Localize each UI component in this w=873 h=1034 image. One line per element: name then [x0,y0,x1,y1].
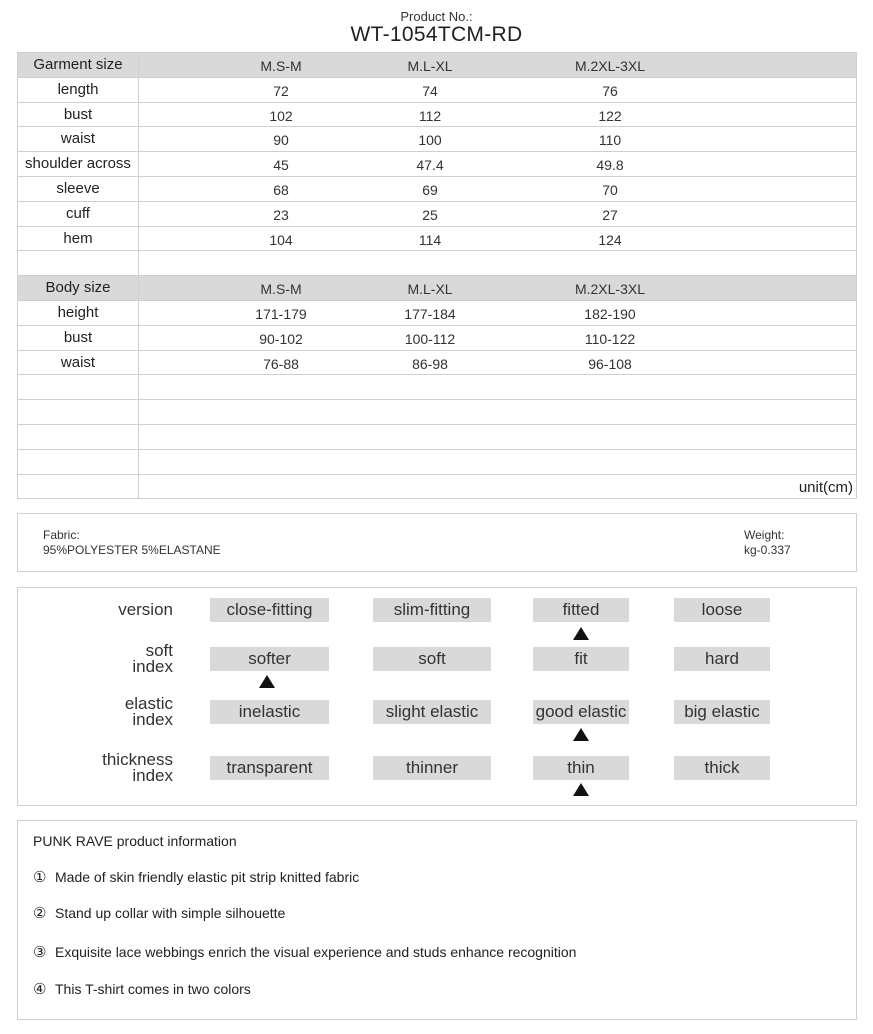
index-label-version [118,602,173,618]
index-option: thick [674,756,770,780]
row-label: hem [18,227,139,251]
row-label: waist [18,351,139,375]
column-header: M.2XL-3XL [574,58,646,74]
table-cell: 100 [418,132,442,149]
table-cell: 122 [598,107,622,124]
empty-row [18,425,856,450]
index-label-line: index [132,657,173,676]
empty-row [18,251,856,276]
item-number: ① [33,869,47,886]
info-item [33,904,285,922]
table-row [18,177,856,202]
table-row [18,103,856,128]
index-label-line: soft [145,641,173,660]
index-option: good elastic [533,700,629,724]
body-size-header-row [18,276,856,301]
table-cell: 114 [418,231,442,248]
index-label-line: version [118,600,173,619]
table-cell: 110 [598,132,622,149]
index-option: loose [674,598,770,622]
empty-row [18,400,856,425]
item-text: Stand up collar with simple silhouette [55,905,286,921]
table-cell: 27 [602,206,618,223]
table-cell: 69 [422,181,438,198]
table-row [18,78,856,103]
item-text: Made of skin friendly elastic pit strip knitted fabric [55,869,360,885]
item-number: ② [33,905,47,922]
table-row [18,127,856,152]
table-cell: 124 [598,231,622,248]
body-size-title: Body size [18,276,139,300]
table-cell: 23 [273,206,289,223]
index-option: inelastic [210,700,329,724]
table-cell: 110-122 [584,330,636,347]
table-cell: 68 [273,181,289,198]
index-box [17,587,857,806]
weight-value: kg-0.337 [744,543,791,557]
table-cell: 90-102 [259,330,303,347]
index-label-thickness [102,752,173,784]
selected-marker-icon [573,783,589,796]
table-cell: 171-179 [255,305,307,322]
unit-label: unit(cm) [798,478,853,496]
empty-label-cell [18,475,139,499]
index-label-line: index [132,710,173,729]
column-header: M.S-M [260,281,302,298]
item-number: ③ [33,944,47,961]
product-info-box [17,820,857,1020]
row-label: length [18,78,139,102]
table-cell: 104 [269,231,293,248]
index-option: big elastic [674,700,770,724]
table-cell: 70 [602,181,618,198]
index-option: transparent [210,756,329,780]
table-cell: 76-88 [263,355,299,372]
index-label-line: thickness [102,750,173,769]
row-label: bust [18,326,139,350]
row-label: height [18,301,139,325]
column-header: M.L-XL [407,58,453,74]
selected-marker-icon [573,728,589,741]
table-cell: 25 [422,206,438,223]
garment-size-title: Garment size [18,53,139,77]
table-cell: 100-112 [404,330,456,347]
item-text: Exquisite lace webbings enrich the visual experience and studs enhance recognition [55,944,577,960]
index-option: fit [533,647,629,671]
empty-label-cell [18,375,139,399]
table-row [18,202,856,227]
column-header: M.S-M [260,58,302,74]
product-number-label: Product No.: [400,9,473,24]
row-label: shoulder across [18,152,139,176]
table-cell: 72 [273,82,289,99]
table-cell: 182-190 [584,305,636,322]
table-cell: 102 [269,107,293,124]
row-label: sleeve [18,177,139,201]
index-label-line: index [132,766,173,785]
table-cell: 90 [273,132,289,149]
product-code: WT-1054TCM-RD [350,23,523,46]
index-option: close-fitting [210,598,329,622]
empty-label-cell [18,400,139,424]
size-table [17,52,857,499]
info-item [33,868,359,886]
table-cell: 86-98 [412,355,448,372]
table-cell: 47.4 [416,157,444,174]
index-label-elastic [125,696,173,728]
table-cell: 74 [422,82,438,99]
empty-row [18,375,856,400]
table-row [18,152,856,177]
index-option: slight elastic [373,700,491,724]
index-option: thinner [373,756,491,780]
fabric-box [17,513,857,572]
table-row [18,351,856,376]
index-option: fitted [533,598,629,622]
table-cell: 96-108 [588,355,632,372]
table-cell: 76 [602,82,618,99]
table-cell: 112 [418,107,442,124]
row-label: cuff [18,202,139,226]
info-title: PUNK RAVE product information [33,833,237,849]
empty-label-cell [18,251,139,275]
table-row [18,326,856,351]
fabric-value: 95%POLYESTER 5%ELASTANE [43,543,221,557]
garment-size-header-row [18,53,856,78]
selected-marker-icon [573,627,589,640]
index-option: soft [373,647,491,671]
index-option: hard [674,647,770,671]
selected-marker-icon [259,675,275,688]
empty-label-cell [18,450,139,474]
weight-label: Weight: [744,528,785,542]
info-item [33,980,251,998]
index-option: slim-fitting [373,598,491,622]
table-cell: 177-184 [404,305,456,322]
item-number: ④ [33,981,47,998]
info-item [33,943,576,961]
fabric-label: Fabric: [43,528,80,542]
index-option: softer [210,647,329,671]
unit-row [18,475,856,500]
column-header: M.2XL-3XL [574,281,646,298]
column-header: M.L-XL [407,281,453,298]
table-cell: 49.8 [596,157,624,174]
table-row [18,227,856,252]
index-label-line: elastic [124,694,173,713]
row-label: bust [18,103,139,127]
index-option: thin [533,756,629,780]
index-label-soft [132,643,173,675]
row-label: waist [18,127,139,151]
table-cell: 45 [273,157,289,174]
empty-label-cell [18,425,139,449]
item-text: This T-shirt comes in two colors [55,981,251,997]
table-row [18,301,856,326]
empty-row [18,450,856,475]
